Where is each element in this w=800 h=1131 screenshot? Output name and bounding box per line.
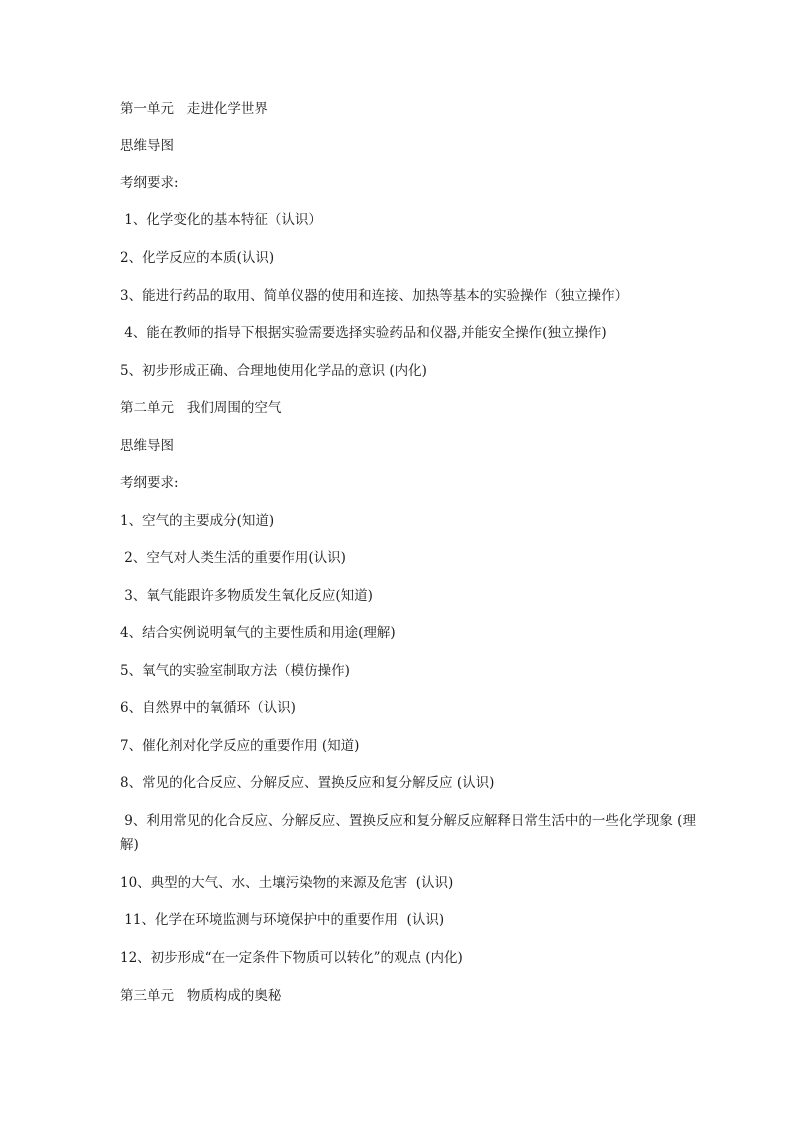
unit2-item-11: 11、化学在环境监测与环境保护中的重要作用 (认识) (120, 912, 445, 928)
unit2-item-12: 12、初步形成“在一定条件下物质可以转化”的观点 (内化) (120, 950, 463, 966)
unit2-requirements-heading: 考纲要求: (120, 475, 179, 491)
unit1-item-1: 1、化学变化的基本特征（认识） (120, 212, 322, 228)
unit1-item-2: 2、化学反应的本质(认识) (120, 250, 275, 266)
unit1-title: 第一单元 走进化学世界 (120, 101, 268, 117)
unit2-item-4: 4、结合实例说明氧气的主要性质和用途(理解) (120, 625, 396, 641)
unit2-item-5: 5、氧气的实验室制取方法（模仿操作) (120, 663, 350, 679)
unit2-item-10: 10、典型的大气、水、土壤污染物的来源及危害 (认识) (120, 875, 454, 891)
unit2-mindmap-label: 思维导图 (120, 438, 174, 454)
unit2-item-3: 3、氧气能跟许多物质发生氧化反应(知道) (120, 588, 373, 604)
unit2-item-1: 1、空气的主要成分(知道) (120, 513, 275, 529)
unit1-item-3: 3、能进行药品的取用、简单仪器的使用和连接、加热等基本的实验操作（独立操作） (120, 288, 629, 304)
unit2-item-8: 8、常见的化合反应、分解反应、置换反应和复分解反应 (认识) (120, 775, 495, 791)
unit2-item-2: 2、空气对人类生活的重要作用(认识) (120, 550, 346, 566)
unit1-item-5: 5、初步形成正确、合理地使用化学品的意识 (内化) (120, 363, 427, 379)
unit2-item-6: 6、自然界中的氧循环（认识) (120, 700, 296, 716)
unit2-item-9: 9、利用常见的化合反应、分解反应、置换反应和复分解反应解释日常生活中的一些化学现象 (理解) (120, 813, 696, 853)
unit1-mindmap-label: 思维导图 (120, 138, 174, 154)
unit1-item-4: 4、能在教师的指导下根据实验需要选择实验药品和仪器,并能安全操作(独立操作) (120, 325, 607, 341)
unit1-requirements-heading: 考纲要求: (120, 175, 179, 191)
unit3-title: 第三单元 物质构成的奥秘 (120, 988, 282, 1004)
unit2-item-7: 7、催化剂对化学反应的重要作用 (知道) (120, 738, 360, 754)
unit2-title: 第二单元 我们周围的空气 (120, 400, 282, 416)
